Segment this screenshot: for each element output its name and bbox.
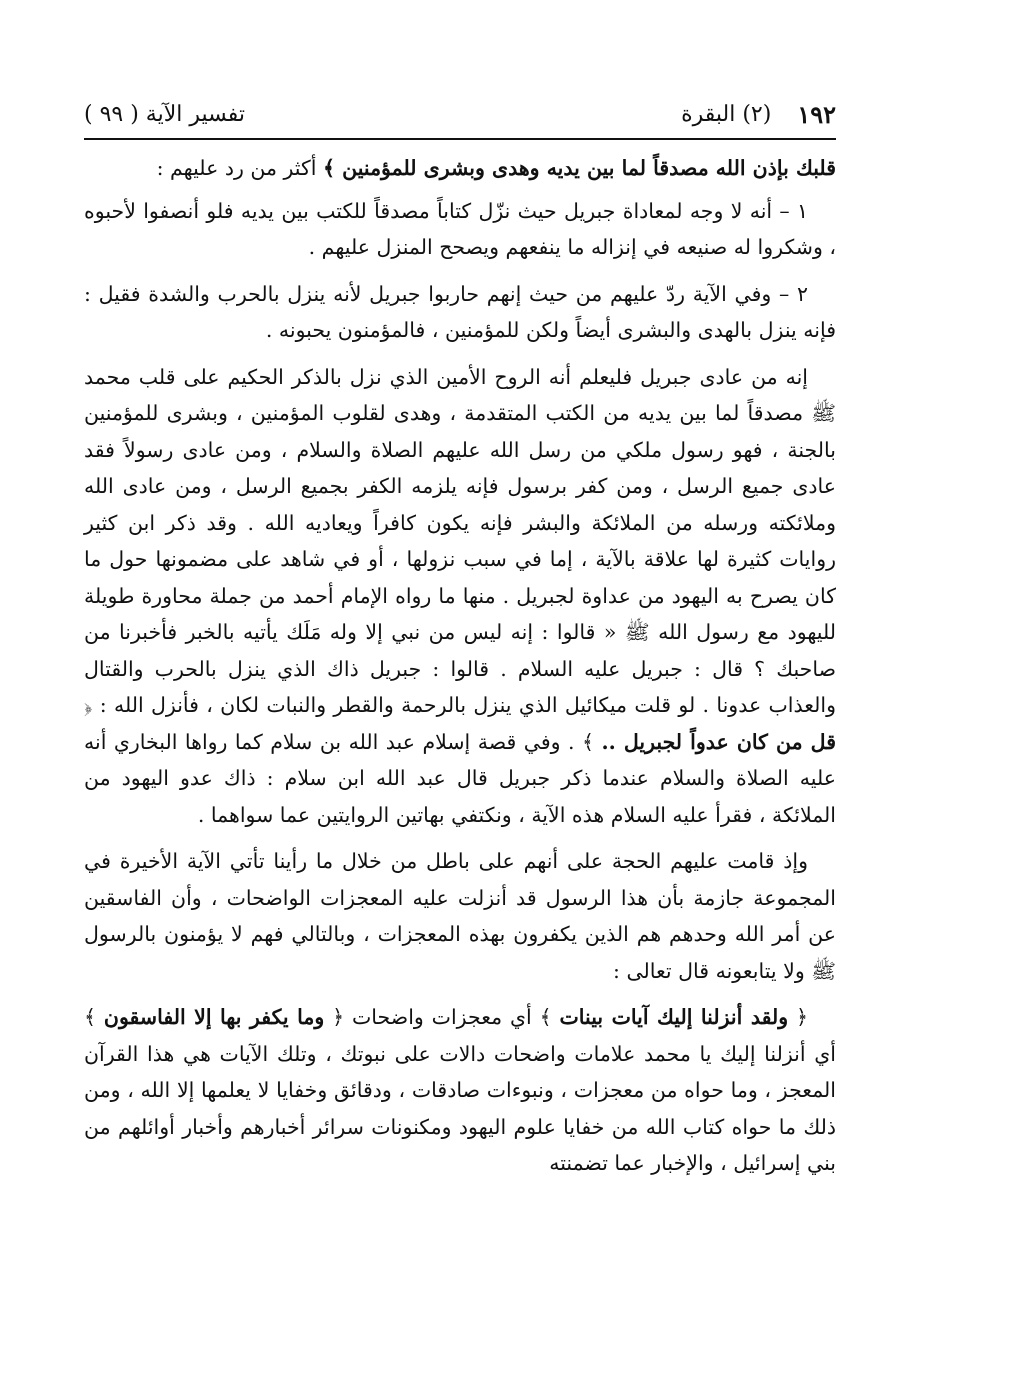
header-right (681, 100, 836, 129)
page-header (84, 94, 836, 134)
section-title: تفسير الآية ( ٩٩ ) (84, 101, 246, 127)
paragraph-text: إنه من عادى جبريل فليعلم أنه الروح الأمين الذي نزل بالذكر الحكيم على قلب محمد ﷺ مصدقاً لما بين يديه من الكتب المتقدمة ، وهدى لقلوب المؤمنين ، وبشرى للمؤمنين بالجنة ، فهو رسول ملكي من رسل الله عليهم الصلاة والسلام ، ومن عادى رسولاً فقد عادى جميع الرسل ، ومن كفر برسول فإنه يلزمه الكفر بجميع الرسل ، ومن عادى الله وملائكته ورسله من الملائكة والبشر فإنه يكون كافراً ويعاديه الله . وقد ذكر ابن كثير روايات كثيرة لها علاقة بالآية ، إما في سبب نزولها ، أو في شاهد على مضمونها حول ما كان يصرح به اليهود من عداوة لجبريل . منها ما رواه الإمام أحمد من جملة محاورة طويلة لليهود مع رسول الله ﷺ « قالوا : إنه ليس من نبي إلا وله مَلَك يأتيه بالخبر فأخبرنا من صاحبك ؟ قال : جبريل عليه السلام . قالوا : جبريل ذاك الذي ينزل بالحرب والقتال والعذاب عدونا . لو قلت ميكائيل الذي ينزل بالرحمة والقطر والنبات لكان ، فأنزل الله : ﴿ (84, 364, 836, 717)
paragraph-text: أكثر من رد عليهم : (156, 156, 323, 180)
paragraph-text: ﴾ أي معجزات واضحات ﴿ (324, 1005, 560, 1029)
verse-text: ولقد أنزلنا إليك آيات بينات (559, 1005, 789, 1029)
page-body (84, 150, 836, 1182)
verse-text: وما يكفر بها إلا الفاسقون (103, 1005, 325, 1029)
surah-label: (٢) البقرة (681, 101, 772, 127)
page-number: ١٩٢ (797, 99, 836, 129)
paragraph-transition: وإذ قامت عليهم الحجة على أنهم على باطل من خلال ما رأينا تأتي الآية الأخيرة في المجموعة جازمة بأن هذا الرسول قد أنزلت عليه المعجزات الواضحات ، وأن الفاسقين عن أمر الله وحدهم هم الذين يكفرون بهذه المعجزات ، وبالتالي فهم لا يؤمنون بالرسول ﷺ ولا يتابعونه قال تعالى : (84, 849, 836, 983)
header-divider (84, 138, 836, 140)
paragraph-verse-explanation (84, 999, 836, 1182)
paragraph-intro (84, 150, 836, 187)
paragraph-point-1: ١ – أنه لا وجه لمعاداة جبريل حيث نزّل كتاباً مصدقاً للكتب بين يديه فلو أنصفوا لأحبوه ، وشكروا له صنيعه في إنزاله ما ينفعهم ويصحح المنزل عليهم . (84, 198, 836, 259)
paragraph-text: ﴿ (788, 1005, 808, 1029)
verse-text: قلبك بإذن الله مصدقاً لما بين يديه وهدى وبشرى للمؤمنين ﴾ (322, 156, 836, 180)
verse-text: قل من كان عدواً لجبريل .. (601, 729, 836, 754)
paragraph-text: ﴾ أي أنزلنا إليك يا محمد علامات واضحات دالات على نبوتك ، وتلك الآيات هي هذا القرآن المعجز ، وما حواه من معجزات ، ونبوءات صادقات ، ودقائق وخفايا لا يعلمها إلا الله ، ومن ذلك ما حواه كتاب الله من خفايا علوم اليهود ومكنونات سرائر أخبارهم وأخبار أوائلهم من بني إسرائيل ، والإخبار عما تضمنته (84, 1005, 836, 1175)
paragraph-text: ﴾ . وفي قصة إسلام عبد الله بن سلام كما رواها البخاري أنه عليه الصلاة والسلام عندما ذكر جبريل قال عبد الله ابن سلام : ذاك عدو اليهود من الملائكة ، فقرأ عليه السلام هذه الآية ، ونكتفي بهاتين الروايتين عما سواهما . (84, 729, 836, 827)
paragraph-commentary (84, 359, 836, 834)
paragraph-point-2: ٢ – وفي الآية ردّ عليهم من حيث إنهم حاربوا جبريل لأنه ينزل بالحرب والشدة فقيل : فإنه ينزل بالهدى والبشرى أيضاً ولكن للمؤمنين ، فالمؤمنون يحبونه . (84, 281, 836, 342)
